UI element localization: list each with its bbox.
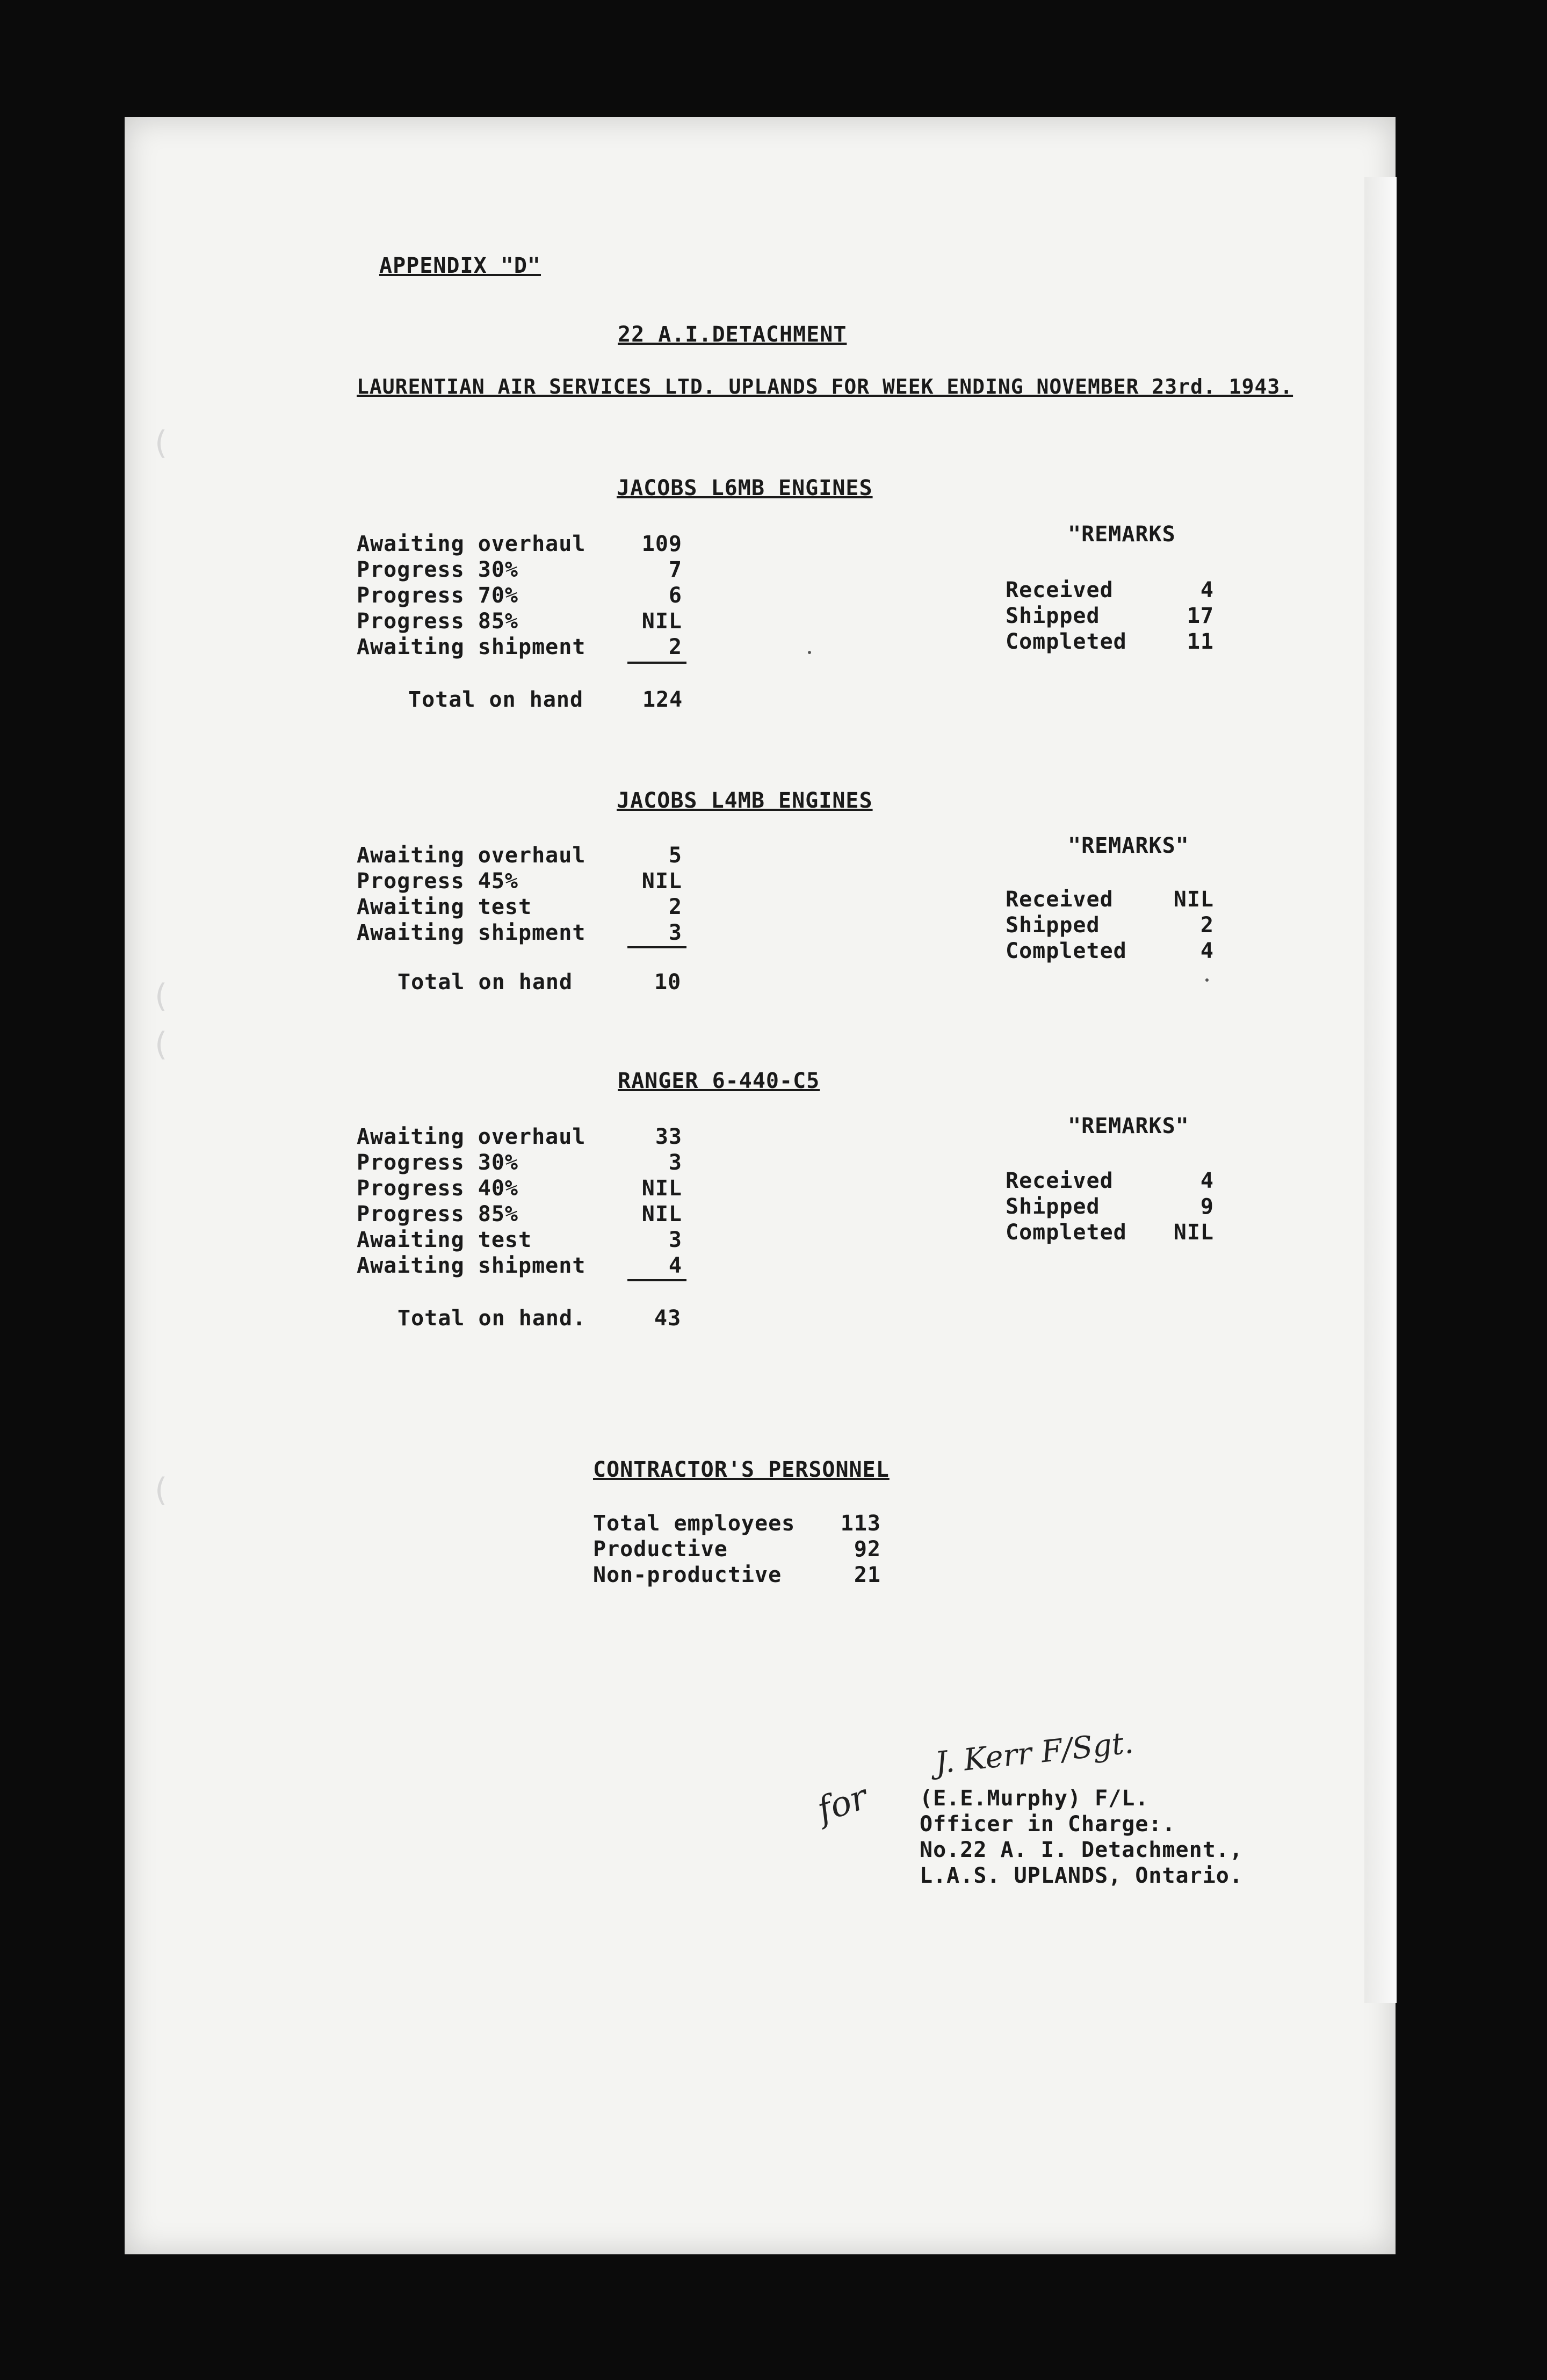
row-value: 7 bbox=[668, 557, 682, 582]
row-label: Awaiting overhaul bbox=[357, 532, 586, 556]
total-label: Total on hand bbox=[397, 970, 573, 995]
section-title-jacobs-l6mb: JACOBS L6MB ENGINES bbox=[617, 476, 873, 500]
row-value: NIL bbox=[641, 869, 682, 894]
remark-label: Shipped bbox=[1006, 913, 1100, 938]
remark-value: NIL bbox=[1173, 1220, 1214, 1245]
section-title-ranger: RANGER 6-440-C5 bbox=[618, 1069, 820, 1093]
section-title-jacobs-l4mb: JACOBS L4MB ENGINES bbox=[617, 788, 873, 813]
total-label: Total on hand bbox=[408, 687, 584, 712]
personnel-title: CONTRACTOR'S PERSONNEL bbox=[593, 1457, 890, 1482]
remarks-title: "REMARKS" bbox=[1068, 833, 1189, 858]
row-value: 109 bbox=[641, 532, 682, 556]
row-value: NIL bbox=[641, 609, 682, 634]
personnel-label: Total employees bbox=[593, 1511, 796, 1536]
row-value: NIL bbox=[641, 1176, 682, 1201]
punch-hole: ( bbox=[155, 1026, 168, 1063]
row-value: 4 bbox=[668, 1253, 682, 1278]
row-value: 3 bbox=[668, 1150, 682, 1175]
row-label: Awaiting shipment bbox=[357, 920, 586, 945]
row-value: 2 bbox=[668, 895, 682, 919]
row-label: Awaiting overhaul bbox=[357, 1124, 586, 1149]
remarks-title: "REMARKS bbox=[1068, 522, 1176, 547]
row-label: Awaiting test bbox=[357, 1228, 532, 1252]
row-label: Progress 45% bbox=[357, 869, 518, 894]
row-value: 3 bbox=[668, 920, 682, 945]
speck bbox=[808, 651, 811, 654]
remark-label: Received bbox=[1006, 578, 1114, 603]
remark-label: Shipped bbox=[1006, 604, 1100, 628]
remark-label: Completed bbox=[1006, 1220, 1127, 1245]
personnel-value: 92 bbox=[854, 1537, 881, 1562]
signatory-name: (E.E.Murphy) F/L. bbox=[920, 1786, 1149, 1811]
remark-value: 17 bbox=[1187, 604, 1214, 628]
remark-value: NIL bbox=[1173, 887, 1214, 912]
row-value: 6 bbox=[668, 583, 682, 608]
personnel-label: Productive bbox=[593, 1537, 728, 1562]
remark-label: Completed bbox=[1006, 939, 1127, 963]
detachment-title: 22 A.I.DETACHMENT bbox=[618, 322, 847, 347]
row-label: Progress 85% bbox=[357, 609, 518, 634]
row-label: Progress 30% bbox=[357, 557, 518, 582]
remark-label: Completed bbox=[1006, 629, 1127, 654]
remark-label: Shipped bbox=[1006, 1194, 1100, 1219]
remark-value: 4 bbox=[1200, 578, 1214, 603]
remark-value: 11 bbox=[1187, 629, 1214, 654]
remark-value: 9 bbox=[1200, 1194, 1214, 1219]
punch-hole: ( bbox=[155, 1471, 168, 1509]
personnel-value: 113 bbox=[840, 1511, 881, 1536]
remark-label: Received bbox=[1006, 887, 1114, 912]
report-heading: LAURENTIAN AIR SERVICES LTD. UPLANDS FOR WEEK ENDING NOVEMBER 23rd. 1943. bbox=[357, 375, 1293, 398]
signatory-title: Officer in Charge:. bbox=[920, 1812, 1176, 1837]
personnel-label: Non-productive bbox=[593, 1563, 782, 1587]
remark-value: 4 bbox=[1200, 1169, 1214, 1193]
total-value: 10 bbox=[654, 970, 682, 995]
handwritten-signature: J. Kerr F/Sgt. bbox=[933, 1725, 1136, 1781]
punch-hole: ( bbox=[155, 977, 168, 1015]
row-value: 33 bbox=[655, 1124, 682, 1149]
remark-label: Received bbox=[1006, 1169, 1114, 1193]
personnel-value: 21 bbox=[854, 1563, 881, 1587]
row-value: NIL bbox=[641, 1202, 682, 1227]
sum-rule bbox=[627, 1279, 686, 1281]
row-label: Progress 70% bbox=[357, 583, 518, 608]
sum-rule bbox=[627, 946, 686, 948]
signatory-location: L.A.S. UPLANDS, Ontario. bbox=[920, 1863, 1243, 1888]
row-value: 3 bbox=[668, 1228, 682, 1252]
remarks-title: "REMARKS" bbox=[1068, 1114, 1189, 1138]
row-label: Progress 40% bbox=[357, 1176, 518, 1201]
handwritten-for: for bbox=[812, 1777, 872, 1831]
speck bbox=[1205, 978, 1209, 982]
total-value: 43 bbox=[654, 1306, 682, 1331]
row-label: Awaiting test bbox=[357, 895, 532, 919]
row-label: Progress 85% bbox=[357, 1202, 518, 1227]
remark-value: 4 bbox=[1200, 939, 1214, 963]
page-fold bbox=[1364, 177, 1397, 2003]
row-label: Awaiting shipment bbox=[357, 635, 586, 659]
sum-rule bbox=[627, 662, 686, 664]
row-value: 5 bbox=[668, 843, 682, 868]
remark-value: 2 bbox=[1200, 913, 1214, 938]
appendix-label: APPENDIX "D" bbox=[379, 253, 541, 278]
total-label: Total on hand. bbox=[397, 1306, 587, 1331]
row-label: Awaiting overhaul bbox=[357, 843, 586, 868]
row-value: 2 bbox=[668, 635, 682, 659]
row-label: Progress 30% bbox=[357, 1150, 518, 1175]
row-label: Awaiting shipment bbox=[357, 1253, 586, 1278]
punch-hole: ( bbox=[155, 424, 168, 462]
total-value: 124 bbox=[642, 687, 683, 712]
signatory-unit: No.22 A. I. Detachment., bbox=[920, 1838, 1243, 1862]
